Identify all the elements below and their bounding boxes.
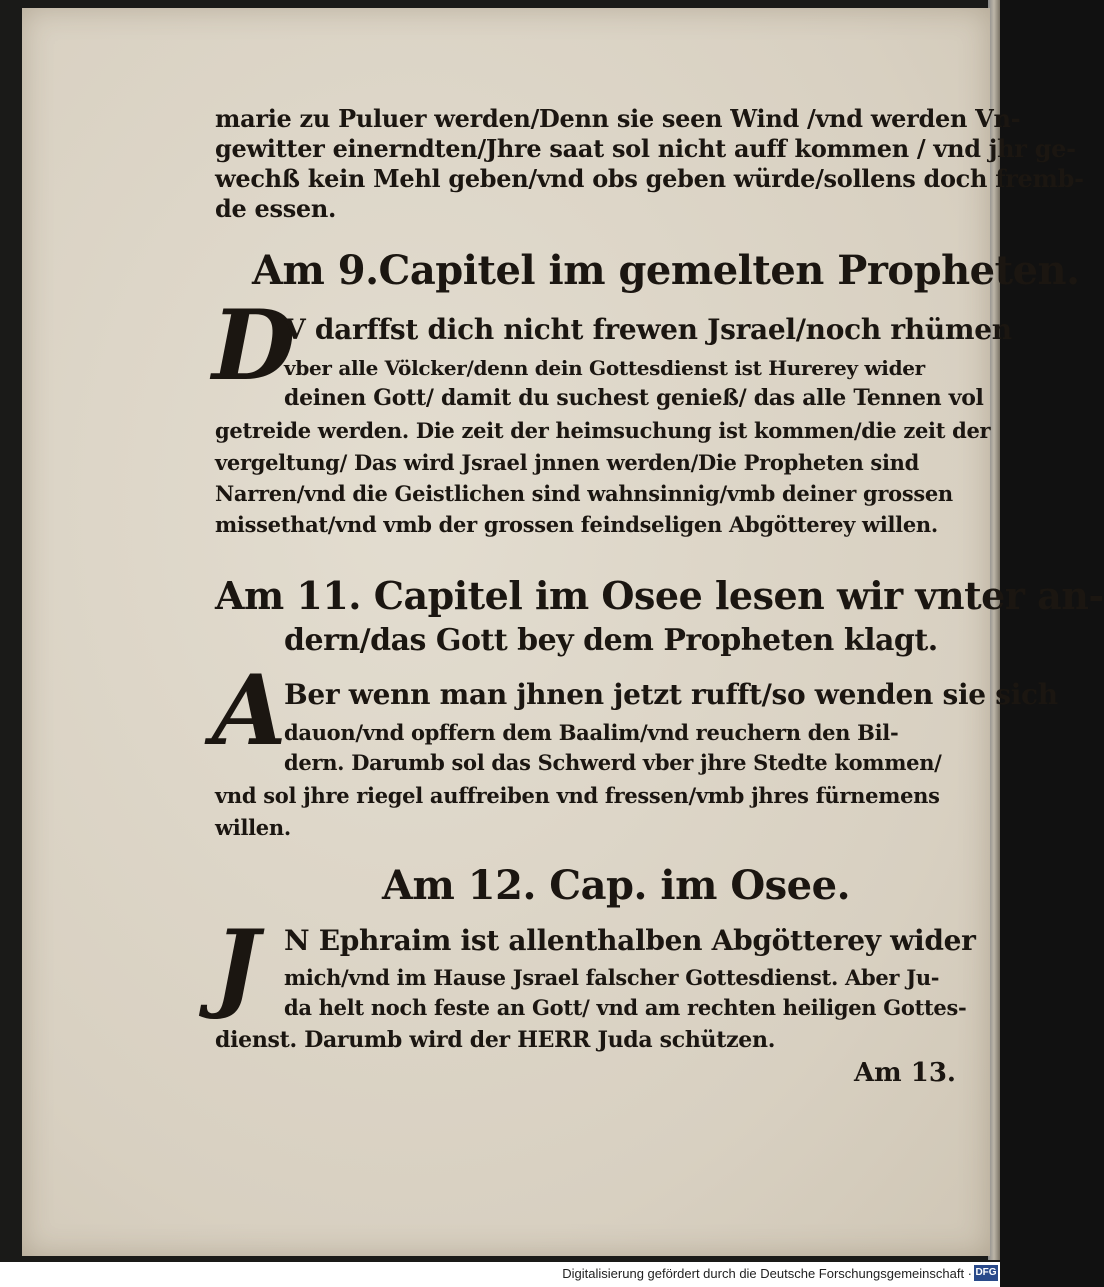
footer-credit: Digitalisierung gefördert durch die Deutsche Forschungsgemeinschaft ·: [562, 1266, 972, 1281]
text-line: de essen.: [215, 194, 337, 223]
dfg-logo: DFG: [974, 1265, 998, 1281]
section-heading: Am 11. Capitel im Osee lesen wir vnter an-: [215, 573, 1104, 618]
footer-bar: [0, 1262, 1000, 1287]
drop-cap: D: [212, 289, 296, 402]
text-line: marie zu Puluer werden/Denn sie seen Wind /vnd werden Vn-: [215, 104, 1021, 133]
text-line: mich/vnd im Hause Jsrael falscher Gottesdienst. Aber Ju-: [284, 965, 940, 990]
book-page: [22, 8, 1104, 1256]
text-line: missethat/vnd vmb der grossen feindseligen Abgötterey willen.: [215, 512, 938, 537]
section-heading: Am 9.Capitel im gemelten Propheten.: [252, 247, 1080, 294]
section-heading: Am 12. Cap. im Osee.: [382, 862, 851, 909]
drop-cap: J: [214, 909, 260, 1022]
text-line: dauon/vnd opffern dem Baalim/vnd reuchern den Bil-: [284, 720, 899, 745]
text-line: da helt noch feste an Gott/ vnd am rechten heiligen Gottes-: [284, 995, 967, 1020]
text-line: vergeltung/ Das wird Jsrael jnnen werden/Die Propheten sind: [215, 450, 919, 475]
text-line: Ber wenn man jhnen jetzt rufft/so wenden sie sich: [284, 678, 1058, 711]
text-line: vnd sol jhre riegel auffreiben vnd fressen/vmb jhres fürnemens: [215, 783, 940, 808]
section-heading: dern/das Gott bey dem Propheten klagt.: [284, 623, 938, 658]
drop-cap: A: [212, 654, 287, 767]
text-line: dienst. Darumb wird der HERR Juda schützen.: [215, 1027, 776, 1053]
text-line: willen.: [215, 815, 291, 840]
text-line: Narren/vnd die Geistlichen sind wahnsinnig/vmb deiner grossen: [215, 481, 953, 506]
text-line: gewitter einerndten/Jhre saat sol nicht auff kommen / vnd jhr ge-: [215, 134, 1076, 163]
text-line: deinen Gott/ damit du suchest genieß/ das alle Tennen vol: [284, 385, 984, 411]
text-line: dern. Darumb sol das Schwerd vber jhre Stedte kommen/: [284, 750, 942, 775]
text-line: V darffst dich nicht frewen Jsrael/noch rhümen: [284, 313, 1012, 346]
text-line: N Ephraim ist allenthalben Abgötterey wider: [284, 924, 976, 957]
catchword: Am 13.: [854, 1058, 956, 1088]
text-line: vber alle Völcker/denn dein Gottesdienst ist Hurerey wider: [284, 356, 925, 380]
text-line: wechß kein Mehl geben/vnd obs geben würde/sollens doch fremb-: [215, 164, 1084, 193]
text-line: getreide werden. Die zeit der heimsuchung ist kommen/die zeit der: [215, 418, 991, 443]
